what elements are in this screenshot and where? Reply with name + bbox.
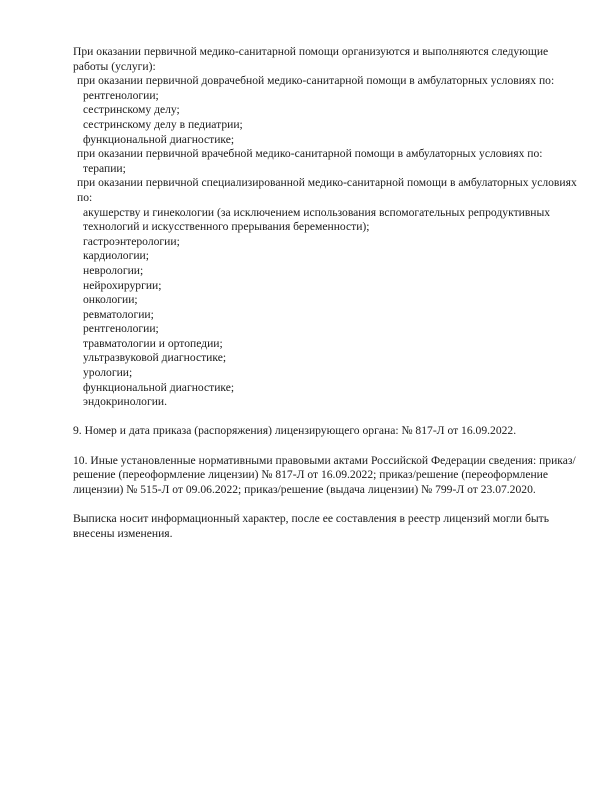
list-item: акушерству и гинекологии (за исключением использования вспомогательных репродуктивных технологий и искусственного прерывания беременности); [83,205,551,234]
list-item: сестринскому делу; [83,103,180,117]
section-10-other-info: 10. Иные установленные нормативными правовыми актами Российской Федерации сведения: приказ/решение (переоформление лицензии) № 817-Л от 16.09.2022; приказ/решение (переоформление лицензии) № 515-Л от 09.06.2022; приказ/решение (выдача лицензии) № 799-Л от 23.07.2020. [73,453,576,496]
list-item: рентгенологии; [83,88,159,102]
group-heading-physician: при оказании первичной врачебной медико-санитарной помощи в амбулаторных условиях по: [77,147,543,161]
disclaimer-paragraph: Выписка носит информационный характер, после ее составления в реестр лицензий могли быть внесены изменения. [73,512,549,540]
list-item: терапии; [83,161,126,175]
list-item: ревматологии; [83,307,154,321]
spacer [73,439,583,454]
document-page [73,45,583,541]
list-item: функциональной диагностике; [83,380,235,394]
list-item: гастроэнтерологии; [83,234,180,248]
list-item: сестринскому делу в педиатрии; [83,117,243,131]
intro-paragraph: При оказании первичной медико-санитарной помощи организуются и выполняются следующие работы (услуги): [73,45,549,73]
list-item: эндокринологии. [83,395,168,409]
list-item: кардиологии; [83,249,149,263]
section-9-order-number: 9. Номер и дата приказа (распоряжения) лицензирующего органа: № 817-Л от 16.09.2022. [73,424,517,438]
list-item: травматологии и ортопедии; [83,336,223,350]
list-item: функциональной диагностике; [83,132,235,146]
group-heading-specialized: при оказании первичной специализированной медико-санитарной помощи в амбулаторных условиях по: [77,176,577,204]
list-item: неврологии; [83,263,144,277]
list-item: урологии; [83,366,133,380]
list-item: рентгенологии; [83,322,159,336]
list-item: ультразвуковой диагностике; [83,351,227,365]
spacer [73,410,583,425]
list-item: нейрохирургии; [83,278,162,292]
spacer [73,497,583,512]
list-item: онкологии; [83,293,138,307]
group-heading-prehospital: при оказании первичной доврачебной медико-санитарной помощи в амбулаторных условиях по: [77,74,555,88]
